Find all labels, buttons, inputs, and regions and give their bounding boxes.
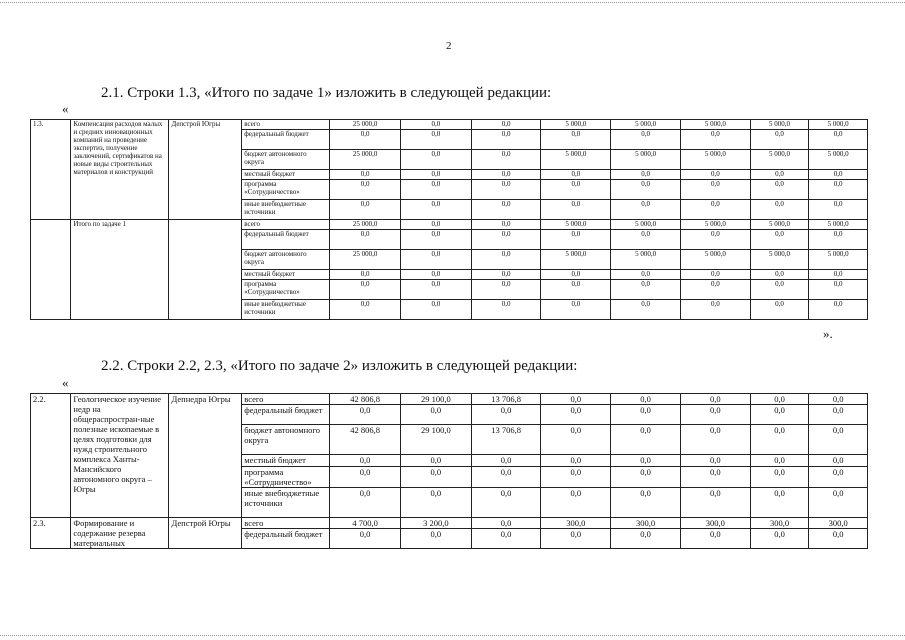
- amount-cell: 300,0: [809, 518, 868, 529]
- amount-cell: 25 000,0: [330, 220, 401, 230]
- amount-cell: 0,0: [471, 270, 541, 280]
- amount-cell: 0,0: [330, 170, 401, 180]
- amount-cell: 0,0: [680, 170, 750, 180]
- funding-source: местный бюджет: [242, 170, 330, 180]
- amount-cell: 0,0: [680, 280, 750, 300]
- amount-cell: 0,0: [400, 170, 471, 180]
- amount-cell: 0,0: [400, 230, 471, 250]
- amount-cell: 0,0: [400, 250, 471, 270]
- amount-cell: 0,0: [400, 220, 471, 230]
- amount-cell: 13 706,8: [471, 425, 541, 455]
- amount-cell: 0,0: [471, 518, 541, 529]
- amount-cell: 0,0: [611, 280, 681, 300]
- amount-cell: 0,0: [809, 270, 868, 280]
- amount-cell: 0,0: [541, 170, 611, 180]
- amount-cell: 0,0: [611, 270, 681, 280]
- amount-cell: 0,0: [809, 529, 868, 549]
- amount-cell: 0,0: [330, 455, 401, 467]
- funding-source: федеральный бюджет: [242, 130, 330, 150]
- amount-cell: 0,0: [680, 467, 750, 488]
- amount-cell: 0,0: [680, 394, 750, 405]
- amount-cell: 5 000,0: [541, 120, 611, 130]
- amount-cell: 0,0: [611, 130, 681, 150]
- amount-cell: 0,0: [330, 180, 401, 200]
- amount-cell: 0,0: [471, 170, 541, 180]
- amount-cell: 29 100,0: [400, 425, 471, 455]
- amount-cell: 300,0: [750, 518, 809, 529]
- amount-cell: 5 000,0: [541, 250, 611, 270]
- amount-cell: 0,0: [750, 130, 809, 150]
- amount-cell: 300,0: [541, 518, 611, 529]
- amount-cell: 0,0: [680, 130, 750, 150]
- amount-cell: 5 000,0: [611, 120, 681, 130]
- funding-source: программа «Сотрудничество»: [242, 180, 330, 200]
- section-2-2-open-quote: «: [62, 375, 69, 390]
- amount-cell: 5 000,0: [541, 150, 611, 170]
- amount-cell: 0,0: [680, 425, 750, 455]
- amount-cell: 0,0: [400, 130, 471, 150]
- amount-cell: 0,0: [809, 230, 868, 250]
- amount-cell: 4 700,0: [330, 518, 401, 529]
- amount-cell: 0,0: [330, 300, 401, 320]
- amount-cell: 0,0: [809, 280, 868, 300]
- amount-cell: 0,0: [750, 230, 809, 250]
- amount-cell: 5 000,0: [611, 220, 681, 230]
- funding-source: всего: [242, 394, 330, 405]
- amount-cell: 0,0: [541, 455, 611, 467]
- amount-cell: 0,0: [750, 529, 809, 549]
- amount-cell: 5 000,0: [680, 120, 750, 130]
- section-2-2-heading: 2.2. Строки 2.2, 2.3, «Итого по задаче 2» изложить в следующей редакции:: [101, 358, 578, 374]
- amount-cell: 0,0: [750, 394, 809, 405]
- funding-source: федеральный бюджет: [242, 230, 330, 250]
- amount-cell: 5 000,0: [611, 250, 681, 270]
- amount-cell: 25 000,0: [330, 150, 401, 170]
- measure-name: Геологическое изучение недр на общераспростран-ные полезные ископаемые в целях подготовки для нужд строительного комплекса Ханты-Мансийского автономного округа – Югры: [71, 394, 169, 518]
- amount-cell: 13 706,8: [471, 394, 541, 405]
- funding-source: всего: [242, 120, 330, 130]
- amount-cell: 5 000,0: [809, 220, 868, 230]
- funding-source: иные внебюджетные источники: [242, 488, 330, 518]
- amount-cell: 0,0: [471, 455, 541, 467]
- amount-cell: 0,0: [611, 467, 681, 488]
- amount-cell: 0,0: [809, 467, 868, 488]
- row-number: 2.2.: [31, 394, 71, 518]
- amount-cell: 0,0: [471, 405, 541, 425]
- funding-source: бюджет автономного округа: [242, 250, 330, 270]
- amount-cell: 42 806,8: [330, 425, 401, 455]
- amount-cell: 0,0: [611, 488, 681, 518]
- amount-cell: 0,0: [750, 488, 809, 518]
- amount-cell: 0,0: [471, 180, 541, 200]
- amount-cell: 0,0: [680, 529, 750, 549]
- amount-cell: 0,0: [611, 405, 681, 425]
- funding-source: местный бюджет: [242, 270, 330, 280]
- amount-cell: 300,0: [611, 518, 681, 529]
- executor: Депнедра Югры: [169, 394, 242, 518]
- amount-cell: 0,0: [471, 488, 541, 518]
- amount-cell: 0,0: [400, 200, 471, 220]
- amount-cell: 0,0: [541, 425, 611, 455]
- amount-cell: 0,0: [330, 280, 401, 300]
- amount-cell: 0,0: [809, 394, 868, 405]
- amount-cell: 0,0: [471, 230, 541, 250]
- funding-source: федеральный бюджет: [242, 529, 330, 549]
- section-2-2-table: [30, 393, 868, 549]
- funding-source: бюджет автономного округа: [242, 150, 330, 170]
- table-row: [31, 394, 868, 405]
- amount-cell: 0,0: [400, 455, 471, 467]
- amount-cell: 0,0: [541, 467, 611, 488]
- amount-cell: 5 000,0: [541, 220, 611, 230]
- amount-cell: 0,0: [400, 120, 471, 130]
- row-number: 2.3.: [31, 518, 71, 549]
- amount-cell: 0,0: [809, 488, 868, 518]
- amount-cell: 3 200,0: [400, 518, 471, 529]
- amount-cell: 0,0: [680, 300, 750, 320]
- amount-cell: 0,0: [541, 270, 611, 280]
- amount-cell: 0,0: [471, 120, 541, 130]
- amount-cell: 0,0: [750, 180, 809, 200]
- amount-cell: 0,0: [330, 488, 401, 518]
- amount-cell: 0,0: [400, 180, 471, 200]
- amount-cell: 0,0: [400, 467, 471, 488]
- table-row: [31, 220, 868, 230]
- amount-cell: 5 000,0: [680, 250, 750, 270]
- amount-cell: 0,0: [611, 425, 681, 455]
- amount-cell: 25 000,0: [330, 120, 401, 130]
- amount-cell: 0,0: [471, 220, 541, 230]
- funding-source: всего: [242, 518, 330, 529]
- amount-cell: 0,0: [809, 300, 868, 320]
- amount-cell: 5 000,0: [750, 150, 809, 170]
- measure-name: Компенсация расходов малых и средних инновационных компаний на проведение экспертиз, получение заключений, сертификатов на новые виды строительных материалов и конструкций: [71, 120, 169, 220]
- row-number: [31, 220, 71, 320]
- funding-source: программа «Сотрудничество»: [242, 467, 330, 488]
- amount-cell: 0,0: [750, 300, 809, 320]
- amount-cell: 0,0: [680, 405, 750, 425]
- section-2-1-close-quote: ».: [823, 326, 833, 341]
- section-2-1-table: [30, 119, 868, 320]
- amount-cell: 0,0: [611, 455, 681, 467]
- amount-cell: 0,0: [541, 394, 611, 405]
- measure-name: Формирование и содержание резерва материальных: [71, 518, 169, 549]
- amount-cell: 0,0: [541, 488, 611, 518]
- scan-bottom-edge: [0, 635, 905, 636]
- amount-cell: 5 000,0: [750, 220, 809, 230]
- measure-name: Итого по задаче 1: [71, 220, 169, 320]
- amount-cell: 0,0: [471, 529, 541, 549]
- amount-cell: 0,0: [330, 529, 401, 549]
- amount-cell: 0,0: [541, 230, 611, 250]
- amount-cell: 0,0: [330, 405, 401, 425]
- amount-cell: 0,0: [809, 405, 868, 425]
- funding-source: всего: [242, 220, 330, 230]
- amount-cell: 0,0: [809, 130, 868, 150]
- amount-cell: 0,0: [611, 529, 681, 549]
- amount-cell: 300,0: [680, 518, 750, 529]
- amount-cell: 0,0: [680, 270, 750, 280]
- amount-cell: 0,0: [750, 170, 809, 180]
- amount-cell: 0,0: [541, 405, 611, 425]
- amount-cell: 0,0: [400, 529, 471, 549]
- amount-cell: 0,0: [750, 280, 809, 300]
- amount-cell: 0,0: [471, 130, 541, 150]
- row-number: 1.3.: [31, 120, 71, 220]
- amount-cell: 0,0: [750, 467, 809, 488]
- amount-cell: 5 000,0: [611, 150, 681, 170]
- amount-cell: 25 000,0: [330, 250, 401, 270]
- amount-cell: 42 806,8: [330, 394, 401, 405]
- amount-cell: 0,0: [611, 170, 681, 180]
- amount-cell: 5 000,0: [809, 150, 868, 170]
- amount-cell: 0,0: [750, 425, 809, 455]
- amount-cell: 0,0: [680, 180, 750, 200]
- amount-cell: 0,0: [471, 467, 541, 488]
- funding-source: программа «Сотрудничество»: [242, 280, 330, 300]
- amount-cell: 0,0: [330, 200, 401, 220]
- amount-cell: 0,0: [400, 150, 471, 170]
- funding-source: местный бюджет: [242, 455, 330, 467]
- amount-cell: 0,0: [541, 300, 611, 320]
- amount-cell: 0,0: [611, 180, 681, 200]
- funding-source: бюджет автономного округа: [242, 425, 330, 455]
- section-2-1-heading: 2.1. Строки 1.3, «Итого по задаче 1» изложить в следующей редакции:: [101, 85, 552, 101]
- amount-cell: 0,0: [750, 200, 809, 220]
- funding-source: федеральный бюджет: [242, 405, 330, 425]
- amount-cell: 5 000,0: [750, 120, 809, 130]
- funding-source: иные внебюджетные источники: [242, 300, 330, 320]
- amount-cell: 0,0: [330, 270, 401, 280]
- amount-cell: 0,0: [809, 180, 868, 200]
- amount-cell: 0,0: [400, 280, 471, 300]
- amount-cell: 0,0: [541, 180, 611, 200]
- amount-cell: 29 100,0: [400, 394, 471, 405]
- amount-cell: 0,0: [330, 467, 401, 488]
- amount-cell: 0,0: [611, 394, 681, 405]
- executor: [169, 220, 242, 320]
- table-row: [31, 518, 868, 529]
- amount-cell: 0,0: [330, 130, 401, 150]
- amount-cell: 0,0: [809, 455, 868, 467]
- page-number: 2: [446, 40, 452, 52]
- amount-cell: 0,0: [809, 200, 868, 220]
- amount-cell: 0,0: [750, 270, 809, 280]
- amount-cell: 0,0: [471, 250, 541, 270]
- amount-cell: 5 000,0: [809, 120, 868, 130]
- amount-cell: 0,0: [809, 425, 868, 455]
- amount-cell: 0,0: [471, 300, 541, 320]
- amount-cell: 0,0: [750, 455, 809, 467]
- amount-cell: 0,0: [471, 200, 541, 220]
- funding-source: иные внебюджетные источники: [242, 200, 330, 220]
- amount-cell: 0,0: [611, 300, 681, 320]
- section-2-1-open-quote: «: [62, 101, 69, 116]
- amount-cell: 0,0: [471, 280, 541, 300]
- amount-cell: 0,0: [680, 455, 750, 467]
- amount-cell: 0,0: [611, 230, 681, 250]
- amount-cell: 5 000,0: [680, 150, 750, 170]
- amount-cell: 0,0: [750, 405, 809, 425]
- amount-cell: 5 000,0: [809, 250, 868, 270]
- amount-cell: 0,0: [680, 200, 750, 220]
- amount-cell: 5 000,0: [750, 250, 809, 270]
- amount-cell: 0,0: [809, 170, 868, 180]
- amount-cell: 0,0: [471, 150, 541, 170]
- amount-cell: 0,0: [541, 130, 611, 150]
- amount-cell: 5 000,0: [680, 220, 750, 230]
- executor: Депстрой Югры: [169, 120, 242, 220]
- amount-cell: 0,0: [400, 270, 471, 280]
- table-row: [31, 120, 868, 130]
- amount-cell: 0,0: [541, 200, 611, 220]
- amount-cell: 0,0: [611, 200, 681, 220]
- scan-top-edge: [0, 2, 905, 3]
- executor: Депстрой Югры: [169, 518, 242, 549]
- amount-cell: 0,0: [680, 488, 750, 518]
- amount-cell: 0,0: [400, 300, 471, 320]
- amount-cell: 0,0: [400, 405, 471, 425]
- amount-cell: 0,0: [541, 280, 611, 300]
- amount-cell: 0,0: [680, 230, 750, 250]
- amount-cell: 0,0: [541, 529, 611, 549]
- amount-cell: 0,0: [330, 230, 401, 250]
- amount-cell: 0,0: [400, 488, 471, 518]
